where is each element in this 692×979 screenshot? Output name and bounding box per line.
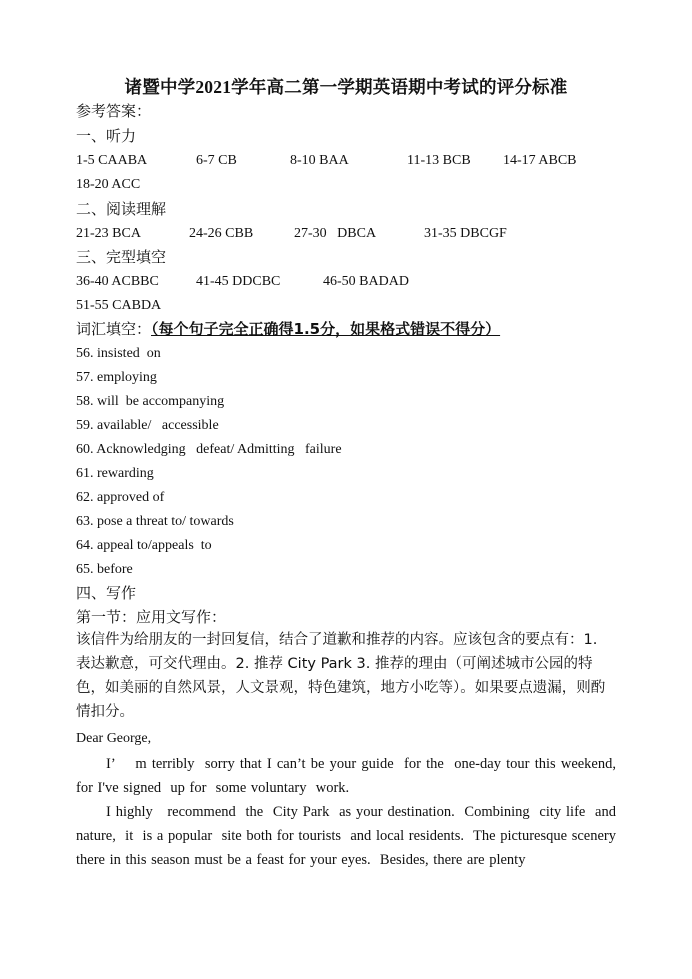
vocab-item: 63. pose a threat to/ towards: [76, 514, 234, 529]
answer-group: 27-30 DBCA: [294, 226, 377, 241]
answer-group: 46-50 BADAD: [323, 274, 409, 289]
reading-heading: 二、阅读理解: [76, 200, 167, 218]
vocab-item: 64. appeal to/appeals to: [76, 538, 212, 553]
answer-label: 参考答案：: [76, 102, 152, 120]
vocab-heading-note: （每个句子完全正确得1.5分，如果格式错误不得分）: [151, 320, 501, 338]
vocab-item: 65. before: [76, 562, 133, 577]
vocab-item: 56. insisted on: [76, 346, 161, 361]
answer-group: 18-20 ACC: [76, 177, 141, 192]
letter-salutation: Dear George,: [76, 731, 152, 746]
vocab-heading-label: 词汇填空：: [76, 320, 152, 338]
vocab-item: 61. rewarding: [76, 466, 154, 481]
answer-group: 24-26 CBB: [189, 226, 254, 241]
writing-heading: 四、写作: [76, 584, 137, 602]
answer-group: 31-35 DBCGF: [424, 226, 507, 241]
vocab-item: 58. will be accompanying: [76, 394, 225, 409]
letter-paragraph: I’ m terribly sorry that I can’t be your guide for the one-day tour this weekend, for I've signed up for some voluntary work.: [76, 756, 621, 796]
vocab-item: 59. available/ accessible: [76, 418, 219, 433]
writing-criteria: 该信件为给朋友的一封回复信，结合了道歉和推荐的内容。应该包含的要点有：1. 表达歉意，可交代理由。2. 推荐 City Park 3. 推荐的理由（可阐述城市公园的特色，如美丽的自然风景，人文景观，特色建筑，地方小吃等）。如果要点遗漏，则酌情扣分。: [76, 632, 606, 720]
vocab-item: 60. Acknowledging defeat/ Admitting failure: [76, 442, 342, 457]
answer-group: 8-10 BAA: [290, 153, 349, 168]
answer-group: 21-23 BCA: [76, 226, 141, 241]
vocab-heading: [76, 322, 500, 338]
writing-sub-heading: 第一节：应用文写作：: [76, 608, 227, 626]
answer-group: 41-45 DDCBC: [196, 274, 281, 289]
answer-group: 1-5 CAABA: [76, 153, 148, 168]
answer-group: 36-40 ACBBC: [76, 274, 159, 289]
answer-group: 6-7 CB: [196, 153, 237, 168]
vocab-item: 57. employing: [76, 370, 157, 385]
letter-paragraph: I highly recommend the City Park as your destination. Combining city life and nature, it is a popular site both for tourists and local residents. The picturesque scenery there in this season must be a feast for your eyes. Besides, there are plenty: [76, 804, 621, 868]
answer-group: 14-17 ABCB: [503, 153, 577, 168]
document-title: 诸暨中学2021学年高二第一学期英语期中考试的评分标准: [124, 77, 568, 97]
answer-group: 11-13 BCB: [407, 153, 471, 168]
answer-group: 51-55 CABDA: [76, 298, 162, 313]
cloze-heading: 三、完型填空: [76, 248, 167, 266]
listening-heading: 一、听力: [76, 127, 137, 145]
vocab-item: 62. approved of: [76, 490, 165, 505]
